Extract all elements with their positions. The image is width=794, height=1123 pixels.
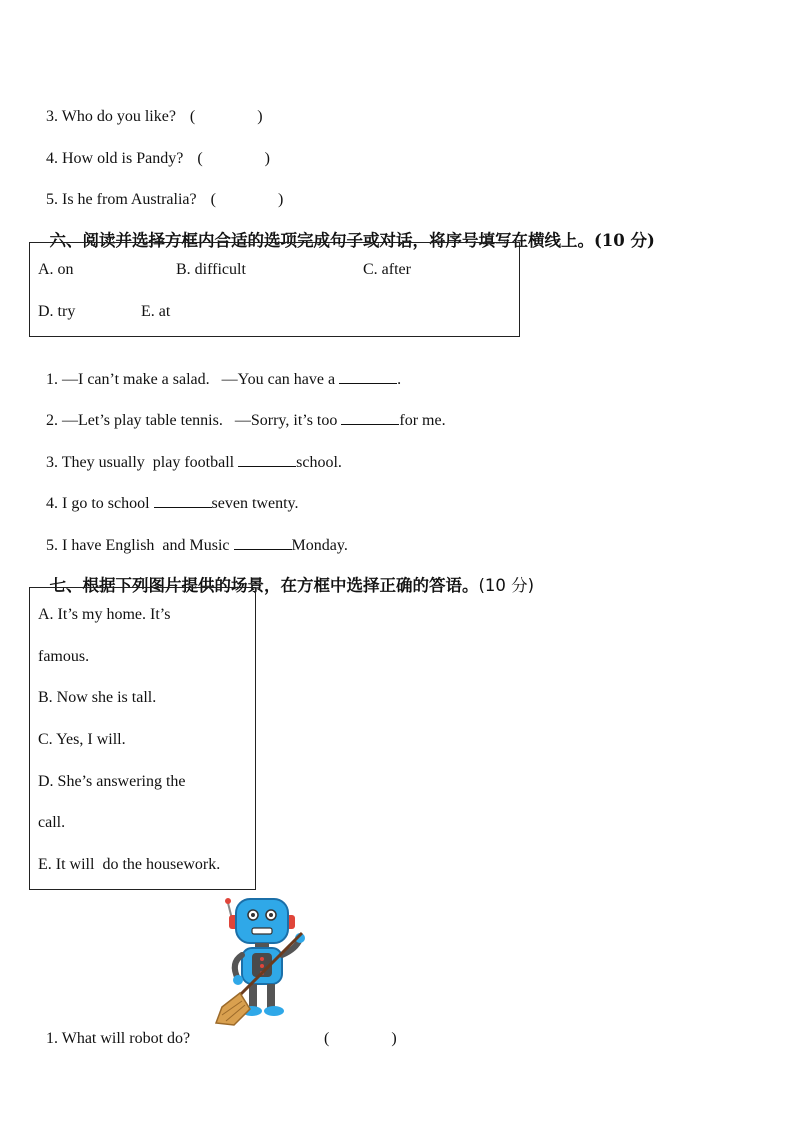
answer-paren[interactable]: ( )	[324, 1030, 397, 1047]
option-e: E. It will do the housework.	[38, 856, 221, 873]
section6-item-5: 5. I have English and Music Monday.	[46, 537, 348, 554]
option-a-line2: famous.	[38, 648, 90, 665]
robot-head	[236, 899, 288, 943]
option-d-line1: D. She’s answering the	[38, 773, 186, 790]
section6-heading: 六、阅读并选择方框内合适的选项完成句子或对话，将序号填写在横线上。(10 分)	[49, 231, 655, 250]
fill-blank[interactable]	[234, 535, 292, 550]
option-d-line2: call.	[38, 814, 66, 831]
fill-blank[interactable]	[341, 410, 399, 425]
answer-paren[interactable]: ( )	[197, 150, 270, 167]
section6-options-box	[29, 242, 520, 337]
section6-item-4: 4. I go to school seven twenty.	[46, 495, 299, 512]
option-c: C. Yes, I will.	[38, 731, 126, 748]
option-a-line1: A. It’s my home. It’s	[38, 606, 171, 623]
broom-head	[216, 993, 250, 1025]
answer-paren[interactable]: ( )	[189, 108, 263, 125]
option-a: A. on	[38, 261, 74, 278]
option-b: B. difficult	[176, 261, 246, 278]
option-e: E. at	[141, 303, 171, 320]
section6-item-3: 3. They usually play football school.	[46, 454, 342, 471]
section7-question-1: 1. What will robot do?	[46, 1030, 191, 1047]
fill-blank[interactable]	[154, 493, 212, 508]
section5-item-5: 5. Is he from Australia? ( )	[46, 191, 284, 208]
section6-item-2: 2. —Let’s play table tennis. —Sorry, it’s too for me.	[46, 412, 446, 429]
fill-blank[interactable]	[339, 369, 397, 384]
option-b: B. Now she is tall.	[38, 689, 157, 706]
option-d: D. try	[38, 303, 76, 320]
section5-item-4: 4. How old is Pandy? ( )	[46, 150, 270, 167]
answer-paren[interactable]: ( )	[210, 191, 284, 208]
section5-item-3: 3. Who do you like? ( )	[46, 108, 263, 125]
fill-blank[interactable]	[238, 452, 296, 467]
section7-options-box	[29, 587, 256, 890]
section6-item-1: 1. —I can’t make a salad. —You can have a .	[46, 371, 402, 388]
robot-sweeping-illustration	[212, 893, 312, 1028]
section7-heading: 七、根据下列图片提供的场景，在方框中选择正确的答语。(10 分)	[49, 576, 535, 595]
option-c: C. after	[363, 261, 411, 278]
